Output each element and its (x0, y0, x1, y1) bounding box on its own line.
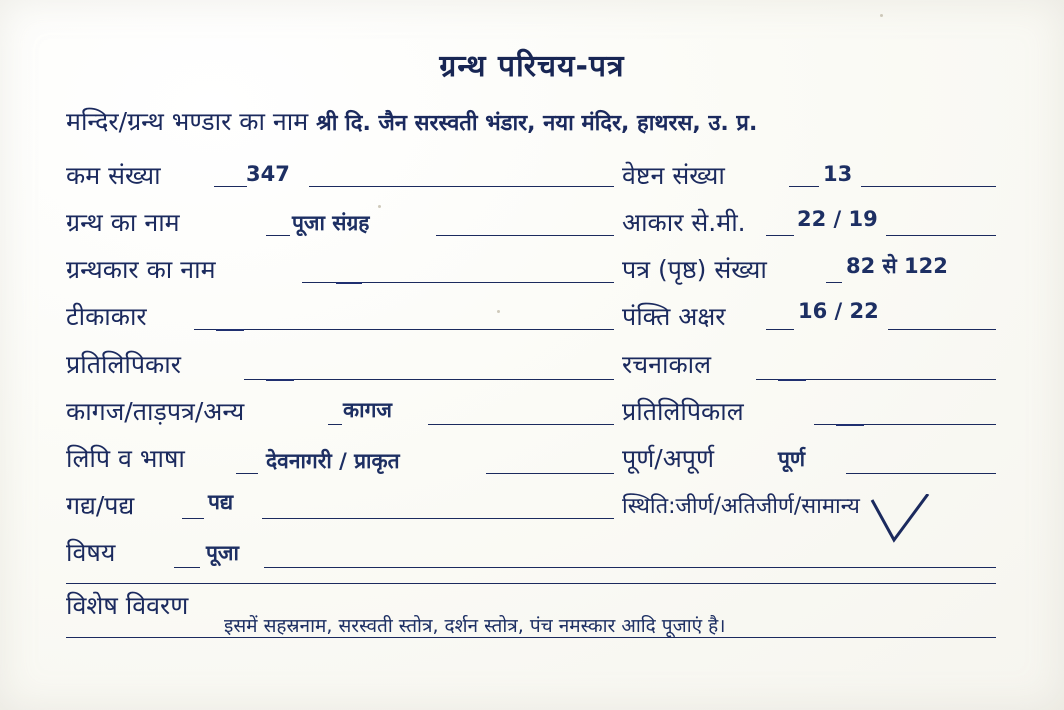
field-value-kram-sankhya: 347 (246, 162, 290, 186)
field-rule (826, 282, 842, 283)
field-rule (182, 518, 204, 519)
field-value-pankti-akshar: 16 / 22 (798, 299, 879, 323)
field-rule (861, 186, 996, 187)
remarks-label: विशेष विवरण (66, 591, 189, 620)
field-blank-dash (216, 329, 244, 331)
field-label-granthkar-ka-nam: ग्रन्थकार का नाम (66, 255, 216, 284)
field-label-veshtan-sankhya: वेष्टन संख्या (622, 161, 725, 190)
temple-name-label: मन्दिर/ग्रन्थ भण्डार का नाम (66, 107, 309, 136)
field-label-gadya-padya: गद्य/पद्य (66, 491, 135, 520)
temple-name-value: श्री दि. जैन सरस्वती भंडार, नया मंदिर, हाथरस, उ. प्र. (316, 111, 758, 136)
field-blank-dash (778, 379, 806, 381)
field-label-lipi-bhasha: लिपि व भाषा (66, 444, 185, 473)
field-rule (328, 424, 342, 425)
field-label-kagaj-tadpatra: कागज/ताड़पत्र/अन्य (66, 397, 245, 426)
paper-speck (880, 14, 883, 17)
field-row-3 (66, 252, 996, 292)
field-rule (174, 567, 200, 568)
remarks-row (66, 588, 996, 638)
temple-name-row (66, 104, 1001, 138)
field-row-4 (66, 299, 996, 339)
field-rule (766, 329, 794, 330)
field-rule (789, 186, 819, 187)
field-label-pankti-akshar: पंक्ति अक्षर (622, 302, 726, 331)
field-value-kagaj-tadpatra: कागज (343, 398, 392, 422)
field-label-kram-sankhya: कम संख्या (66, 161, 161, 190)
field-label-purna-apurna: पूर्ण/अपूर्ण (622, 444, 715, 473)
field-rule (266, 235, 290, 236)
page-title: ग्रन्थ परिचय-पत्र (439, 49, 625, 84)
field-value-purna-apurna: पूर्ण (778, 447, 806, 471)
field-row-9 (66, 535, 996, 575)
field-value-lipi-bhasha: देवनागरी / प्राकृत (266, 449, 400, 473)
field-label-tikakar: टीकाकार (66, 302, 147, 331)
field-label-aakar: आकार से.मी. (622, 208, 746, 237)
field-label-pratilipikal: प्रतिलिपिकाल (622, 397, 744, 426)
field-label-granth-ka-nam: ग्रन्थ का नाम (66, 208, 180, 237)
field-rule (766, 235, 794, 236)
field-row-7 (66, 441, 996, 481)
field-blank-dash (836, 424, 864, 426)
field-value-aakar: 22 / 19 (797, 207, 878, 231)
field-rule (264, 567, 996, 568)
field-value-granth-ka-nam: पूजा संग्रह (292, 211, 370, 235)
field-rule (236, 473, 258, 474)
field-rule (194, 329, 614, 330)
field-rule (244, 379, 614, 380)
field-value-vishay: पूजा (206, 541, 239, 565)
remarks-bottom-rule (66, 637, 996, 638)
field-rule (262, 518, 614, 519)
field-rule (309, 186, 614, 187)
field-label-pratilipikar: प्रतिलिपिकार (66, 350, 181, 379)
remarks-top-rule (66, 583, 996, 584)
field-row-6 (66, 394, 996, 434)
field-label-vishay: विषय (66, 538, 116, 567)
field-blank-dash (266, 379, 294, 381)
field-value-patra-sankhya: 82 से 122 (846, 254, 948, 278)
field-rule (214, 186, 247, 187)
field-row-8 (66, 488, 996, 528)
field-value-gadya-padya: पद्य (208, 490, 234, 514)
field-rule (846, 473, 996, 474)
field-label-patra-sankhya: पत्र (पृष्ठ) संख्या (622, 255, 767, 284)
field-blank-dash (336, 282, 362, 284)
field-rule (428, 424, 614, 425)
field-value-veshtan-sankhya: 13 (823, 162, 853, 186)
field-row-2 (66, 205, 996, 245)
field-label-rachanakal: रचनाकाल (622, 350, 712, 379)
field-rule (436, 235, 614, 236)
field-row-1 (66, 158, 996, 198)
remarks-value: इसमें सहस्रनाम, सरस्वती स्तोत्र, दर्शन स्तोत्र, पंच नमस्कार आदि पूजाएं है। (224, 615, 726, 637)
field-rule (888, 329, 996, 330)
field-rule (886, 235, 996, 236)
field-label-sthiti: स्थिति:जीर्ण/अतिजीर्ण/सामान्य (622, 494, 860, 519)
field-rule (486, 473, 614, 474)
field-row-5 (66, 347, 996, 387)
